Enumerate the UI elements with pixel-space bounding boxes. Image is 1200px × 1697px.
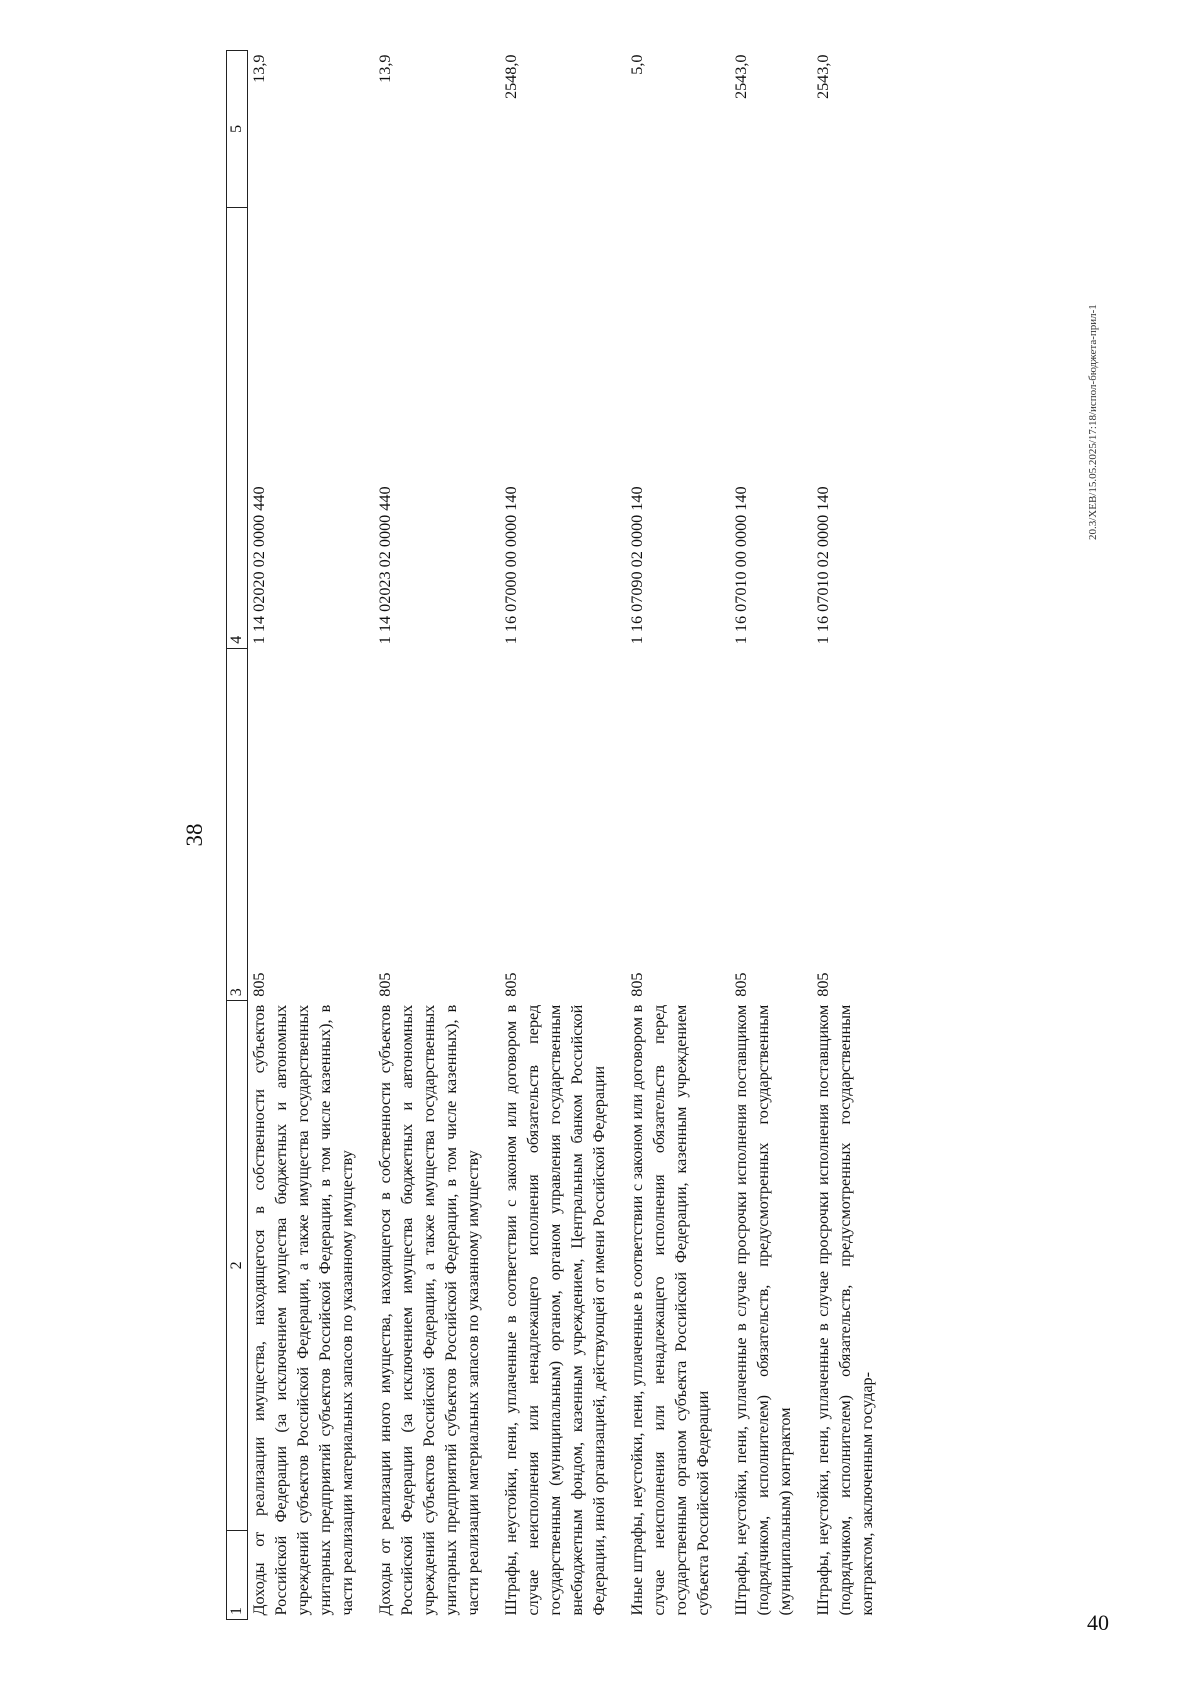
row-description: Доходы от реализации имущества, находящегося в собственности субъектов Российской Федерации (за исключением имущества бюджетных и автономных учреждений субъектов Российской Федерации, а также имущества государственных унитарных предприятий субъектов Российской Федерации, в том числе казенных), в части реализации материальных запасов по указанному имуществу (250, 1004, 356, 1616)
row-admin-code: 805 (628, 972, 646, 997)
footer-document-code: 20.3/ХЕВ/15.05.2025/17:18/испол-бюджета-прил-1 (1087, 304, 1099, 540)
row-description: Штрафы, неустойки, пени, уплаченные в случае просрочки исполнения поставщиком (подрядчиком, исполнителем) обязательств, предусмотренных государственным контрактом, заключенным государ- (814, 1004, 876, 1616)
sheet-number: 40 (1087, 1610, 1109, 1635)
row-value: 13,9 (376, 54, 394, 83)
row-description: Штрафы, неустойки, пени, уплаченные в случае просрочки исполнения поставщиком (подрядчиком, исполнителем) обязательств, предусмотренных государственным (муниципальным) контрактом (732, 1004, 794, 1616)
row-description: Доходы от реализации иного имущества, находящегося в собственности субъектов Российской Федерации (за исключением имущества бюджетных и автономных учреждений субъектов Российской Федерации, а также имущества государственных унитарных предприятий субъектов Российской Федерации, в том числе казенных), в части реализации материальных запасов по указанному имуществу (376, 1004, 482, 1616)
row-value: 2543,0 (732, 54, 750, 100)
column-header-3: 3 (227, 648, 248, 1001)
page-number-top: 38 (182, 823, 207, 847)
row-budget-code: 1 14 02023 02 0000 440 (376, 486, 394, 645)
table-row (812, 51, 878, 1620)
row-budget-code: 1 14 02020 02 0000 440 (250, 486, 268, 645)
row-value: 5,0 (628, 54, 646, 75)
row-budget-code: 1 16 07010 00 0000 140 (732, 486, 750, 645)
column-header-1: 1 (227, 1530, 248, 1619)
row-description: Иные штрафы, неустойки, пени, уплаченные в соответствии с законом или договором в случае неисполнения или ненадлежащего исполнения обязательств перед государственным органом субъекта Российской Федерации, казенным учреждением субъекта Российской Федерации (628, 1004, 712, 1616)
column-header-5: 5 (227, 51, 248, 208)
table-row (500, 51, 626, 1620)
row-admin-code: 805 (814, 972, 832, 997)
row-value: 2543,0 (814, 54, 832, 100)
revenue-table (226, 50, 878, 1620)
table-row (626, 51, 730, 1620)
row-admin-code: 805 (732, 972, 750, 997)
column-header-2: 2 (227, 1001, 248, 1530)
column-header-4: 4 (227, 207, 248, 648)
row-value: 13,9 (250, 54, 268, 83)
row-value: 2548,0 (502, 54, 520, 100)
row-admin-code: 805 (502, 972, 520, 997)
row-admin-code: 805 (250, 972, 268, 997)
table-row (730, 51, 812, 1620)
row-budget-code: 1 16 07090 02 0000 140 (628, 486, 646, 645)
row-description: Штрафы, неустойки, пени, уплаченные в соответствии с законом или договором в случае неисполнения или ненадлежащего исполнения обязательств перед государственным (муниципальным) органом, органом управления государственным внебюджетным фондом, казенным учреждением, Центральным банком Российской Федерации, иной организацией, действующей от имени Российской Федерации (502, 1004, 608, 1616)
rotated-table-sheet (180, 50, 1100, 1620)
column-header-row (227, 51, 248, 1620)
row-admin-code: 805 (376, 972, 394, 997)
table-row (248, 51, 375, 1620)
row-budget-code: 1 16 07010 02 0000 140 (814, 486, 832, 645)
row-budget-code: 1 16 07000 00 0000 140 (502, 486, 520, 645)
table-row (374, 51, 500, 1620)
